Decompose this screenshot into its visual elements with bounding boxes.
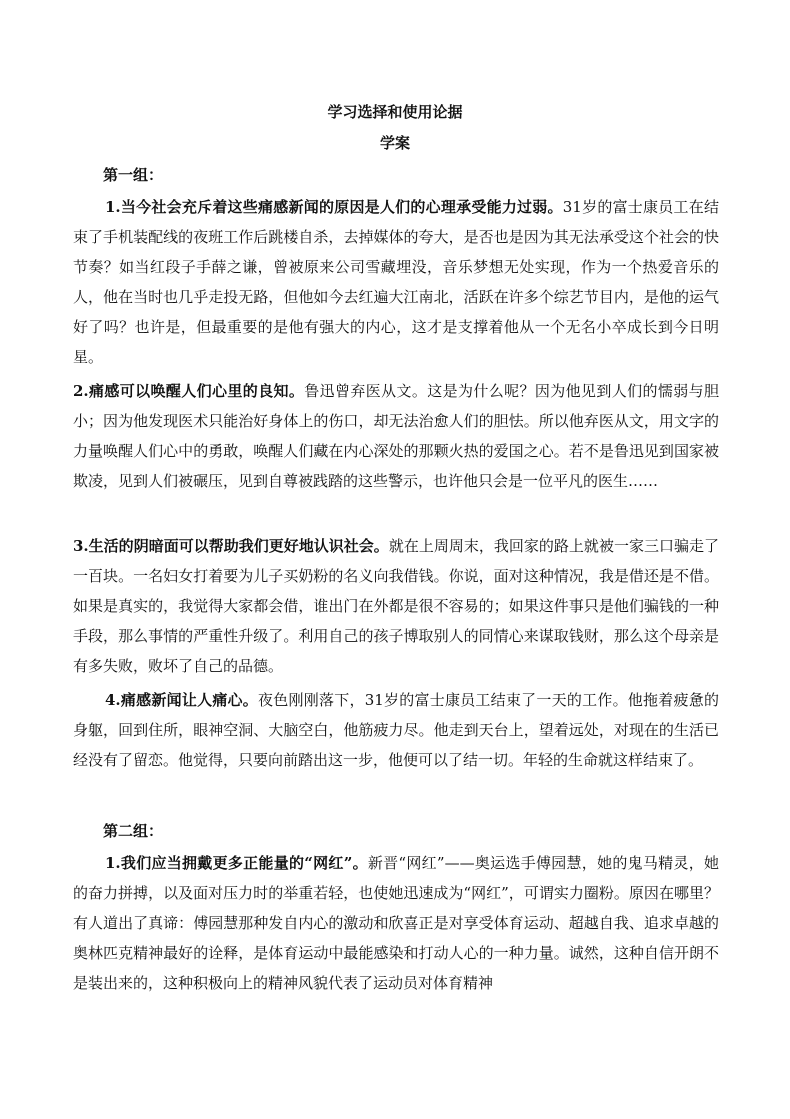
document-subtitle: 学案	[379, 134, 410, 152]
group-heading: 第二组：	[103, 822, 164, 840]
paragraph-lead: 1.当今社会充斥着这些痛感新闻的原因是人们的心理承受能力过弱。	[105, 198, 563, 216]
paragraph	[73, 376, 719, 496]
paragraph-lead: 3.生活的阴暗面可以帮助我们更好地认识社会。	[73, 537, 389, 555]
paragraph-lead: 2.痛感可以唤醒人们心里的良知。	[73, 382, 305, 400]
paragraph-lead: 1.我们应当拥戴更多正能量的“网红”。	[105, 854, 368, 872]
paragraph	[73, 531, 719, 681]
paragraph-text: 夜色刚刚落下，31岁的富士康员工结束了一天的工作。他拖着疲惫的身躯，回到住所，眼神空洞、大脑空白，他筋疲力尽。他走到天台上，望着远处，对现在的生活已经没有了留恋。他觉得，只要向前踏出这一步，他便可以了结一切。年轻的生命就这样结束了。	[73, 691, 719, 769]
paragraph	[73, 192, 719, 372]
paragraph-lead: 4.痛感新闻让人痛心。	[105, 691, 259, 709]
paragraph-text: 新晋“网红”——奥运选手傅园慧，她的鬼马精灵，她的奋力拼搏，以及面对压力时的举重若轻，也使她迅速成为“网红”，可谓实力圈粉。原因在哪里？有人道出了真谛：傅园慧那种发自内心的激动和欣喜正是对享受体育运动、超越自我、追求卓越的奥林匹克精神最好的诠释，是体育运动中最能感染和打动人心的一种力量。诚然，这种自信开朗不是装出来的，这种积极向上的精神风貌代表了运动员对体育精神	[73, 854, 719, 992]
document-title: 学习选择和使用论据	[327, 103, 463, 121]
group-heading: 第一组：	[103, 166, 164, 184]
paragraph-text: 31岁的富士康员工在结束了手机装配线的夜班工作后跳楼自杀，去掉媒体的夸大，是否也是因为其无法承受这个社会的快节奏？如当红段子手薛之谦，曾被原来公司雪藏埋没，音乐梦想无处实现，作为一个热爱音乐的人，他在当时也几乎走投无路，但他如今去红遍大江南北，活跃在许多个综艺节目内，是他的运气好了吗？也许是，但最重要的是他有强大的内心，这才是支撑着他从一个无名小卒成长到今日明星。	[73, 198, 719, 366]
paragraph-text: 鲁迅曾弃医从文。这是为什么呢？因为他见到人们的懦弱与胆小；因为他发现医术只能治好身体上的伤口，却无法治愈人们的胆怯。所以他弃医从文，用文字的力量唤醒人们心中的勇敢，唤醒人们藏在内心深处的那颗火热的爱国之心。若不是鲁迅见到国家被欺凌，见到人们被碾压，见到自尊被践踏的这些警示，也许他只会是一位平凡的医生……	[73, 382, 719, 490]
paragraph	[73, 848, 719, 998]
paragraph	[73, 685, 719, 775]
paragraph-text: 就在上周周末，我回家的路上就被一家三口骗走了一百块。一名妇女打着要为儿子买奶粉的名义向我借钱。你说，面对这种情况，我是借还是不借。如果是真实的，我觉得大家都会借，谁出门在外都是很不容易的；如果这件事只是他们骗钱的一种手段，那么事情的严重性升级了。利用自己的孩子博取别人的同情心来谋取钱财，那么这个母亲是有多失败，败坏了自己的品德。	[73, 537, 719, 675]
